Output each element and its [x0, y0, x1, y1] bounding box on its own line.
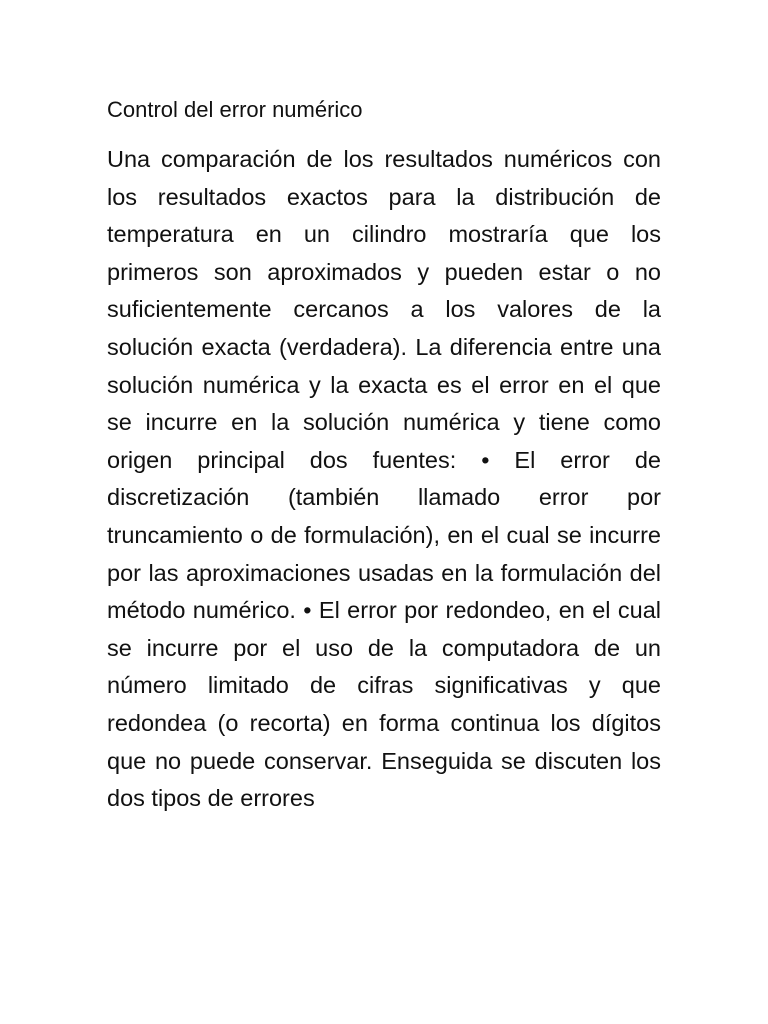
document-title: Control del error numérico: [107, 97, 363, 122]
document-body-paragraph: Una comparación de los resultados numéricos con los resultados exactos para la distribución de temperatura en un cilindro mostraría que los primeros son aproximados y pueden estar o no suficientemente cercanos a los valores de la solución exacta (verdadera). La diferencia entre una solución numérica y la exacta es el error en el que se incurre en la solución numérica y tiene como origen principal dos fuentes: • El error de discretización (también llamado error por truncamiento o de formulación), en el cual se incurre por las aproximaciones usadas en la formulación del método numérico. • El error por redondeo, en el cual se incurre por el uso de la computadora de un número limitado de cifras significativas y que redondea (o recorta) en forma continua los dígitos que no puede conservar. Enseguida se discuten los dos tipos de errores: [107, 146, 661, 812]
